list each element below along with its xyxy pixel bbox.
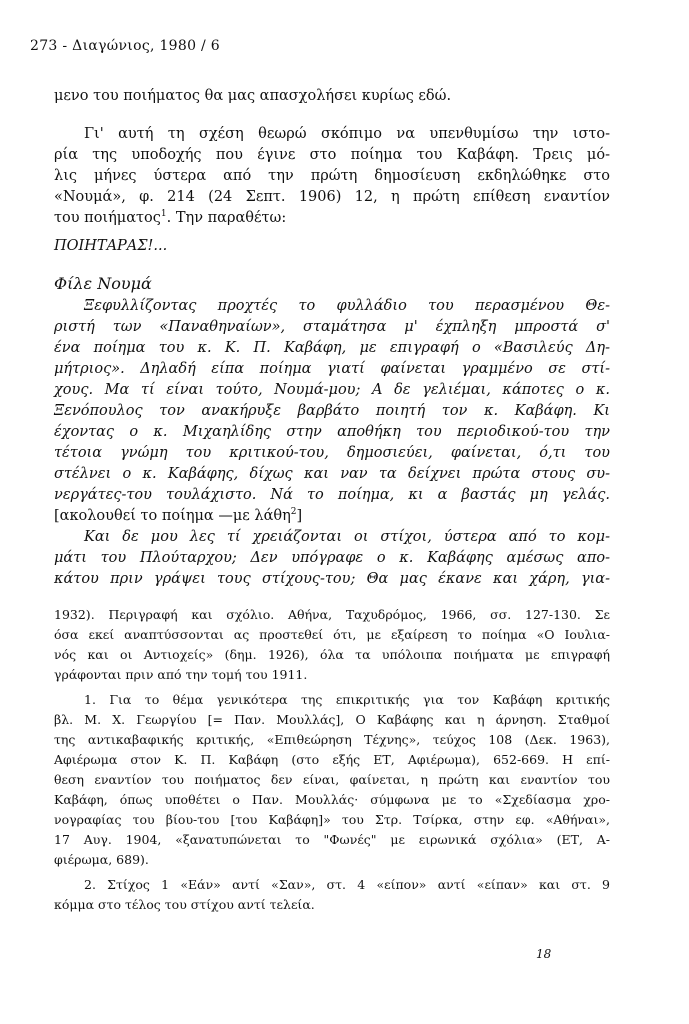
footnote-line: 2. Στίχος 1 «Εάν» αντί «Σαν», στ. 4 «είπον» αντί «είπαν» και στ. 9 (84, 877, 610, 892)
footnote-line: της αντικαβαφικής κριτικής, «Επιθεώρηση Τέχνης», τεύχος 108 (Δεκ. 1963), (54, 732, 610, 747)
footnote-line: νογραφίας του βίου-του [του Καβάφη]» του Στρ. Τσίρκα, στην εφ. «Αθήναι», (54, 812, 610, 827)
body-line: του ποιήματος$^1$. Την παραθέτω: (54, 209, 287, 226)
body-line: λις μήνες ύστερα από την πρώτη δημοσίευση εκδηλώθηκε στο (54, 168, 610, 184)
footnote-line: βλ. Μ. Χ. Γεωργίου [= Παν. Μουλλάς], Ο Καβάφης και η άρνηση. Σταθμοί (54, 712, 610, 727)
footnote-line: 1932). Περιγραφή και σχόλιο. Αθήνα, Ταχυδρόμος, 1966, σσ. 127-130. Σε (54, 607, 610, 622)
quote-line: ένα ποίημα του κ. Κ. Π. Καβάφη, με επιγραφή ο «Βασιλεύς Δη- (54, 340, 610, 356)
footnote-line: Καβάφη, όπως υποθέτει ο Παν. Μουλλάς· σύμφωνα με το «Σχεδίασμα χρο- (54, 792, 610, 807)
footnote-line: γράφονται πριν από την τομή του 1911. (54, 667, 308, 682)
running-header: 273 - Διαγώνιος, 1980 / 6 (30, 38, 221, 54)
quote-line: Και δε μου λες τί χρειάζονται οι στίχοι, ύστερα από το κομ- (84, 529, 610, 545)
footnote-line: 17 Αυγ. 1904, «ξανατυπώνεται το "Φωνές" με ειρωνικά σχόλια» (ΕΤ, Α- (54, 832, 610, 847)
body-line: Γι' αυτή τη σχέση θεωρώ σκόπιμο να υπενθυμίσω την ιστο- (84, 126, 610, 142)
quote-line: έχοντας ο κ. Μιχαηλίδης στην αποθήκη του περιοδικού-του την (54, 424, 610, 440)
body-line: μενο του ποιήματος θα μας απασχολήσει κυρίως εδώ. (54, 88, 452, 104)
quoted-heading: ΠΟΙΗΤΑΡΑΣ!... (54, 238, 168, 254)
quote-line: νεργάτες-του τουλάχιστο. Νά το ποίημα, κι α βαστάς μη γελάς. (54, 487, 610, 503)
quote-line: Ξενόπουλος τον ανακήρυξε βαρβάτο ποιητή τον κ. Καβάφη. Κι (54, 403, 610, 419)
quote-line: ριστή των «Παναθηναίων», σταμάτησα μ' έχπληξη μπροστά σ' (54, 319, 610, 335)
quote-line: Ξεφυλλίζοντας προχτές το φυλλάδιο του περασμένου Θε- (84, 298, 610, 314)
footnote-line: 1. Για το θέμα γενικότερα της επικριτικής για τον Καβάφη κριτικής (84, 692, 610, 707)
quote-line: κάτου πριν γράψει τους στίχους-του; Θα μας έκανε και χάρη, για- (54, 571, 610, 587)
footnote-line: φιέρωμα, 689). (54, 852, 149, 867)
body-line: ρία της υποδοχής που έγινε στο ποίημα του Καβάφη. Τρεις μό- (54, 147, 610, 163)
footnote-line: θεση εναντίον του ποιήματος δεν είναι, φαίνεται, η πρώτη και εναντίον του (54, 772, 610, 787)
footnote-mark: 2 (290, 507, 297, 518)
footnote-line: Αφιέρωμα στον Κ. Π. Καβάφη (στο εξής ΕΤ, Αφιέρωμα), 652-669. Η επί- (54, 752, 610, 767)
footnote-line: κόμμα στο τέλος του στίχου αντί τελεία. (54, 897, 315, 912)
quote-line: τέτοια γνώμη του κριτικού-του, δημοσιεύει, φαίνεται, ό,τι του (54, 445, 610, 461)
page-number: 18 (536, 947, 552, 961)
quote-line: χους. Μα τί είναι τούτο, Νουμά-μου; Α δε γελιέμαι, κάποτες ο κ. (54, 382, 610, 398)
footnote-mark: 1 (160, 209, 167, 220)
footnote-line: νός και οι Αντιοχείς» (δημ. 1926), όλα τα υπόλοιπα ποιήματα με επιγραφή (54, 647, 610, 662)
body-line: «Νουμά», φ. 214 (24 Σεπτ. 1906) 12, η πρώτη επίθεση εναντίον (54, 189, 610, 205)
footnote-line: όσα εκεί αναπτύσσονται ας προστεθεί ότι, με εξαίρεση το ποίημα «Ο Ιουλια- (54, 627, 610, 642)
quote-line: μάτι του Πλούταρχου; Δεν υπόγραφε ο κ. Καβάφης αμέσως απο- (54, 550, 610, 566)
bracket-note: [ακολουθεί το ποίημα —με λάθη$^2$] (54, 507, 303, 524)
quote-line: στέλνει ο κ. Καβάφης, δίχως και ναν τα δείχνει πρώτα στους συ- (54, 466, 610, 482)
letter-salutation: Φίλε Νουμά (54, 274, 152, 293)
quote-line: μήτριος». Δηλαδή είπα ποίημα γιατί φαίνεται γραμμένο σε στί- (54, 361, 610, 377)
